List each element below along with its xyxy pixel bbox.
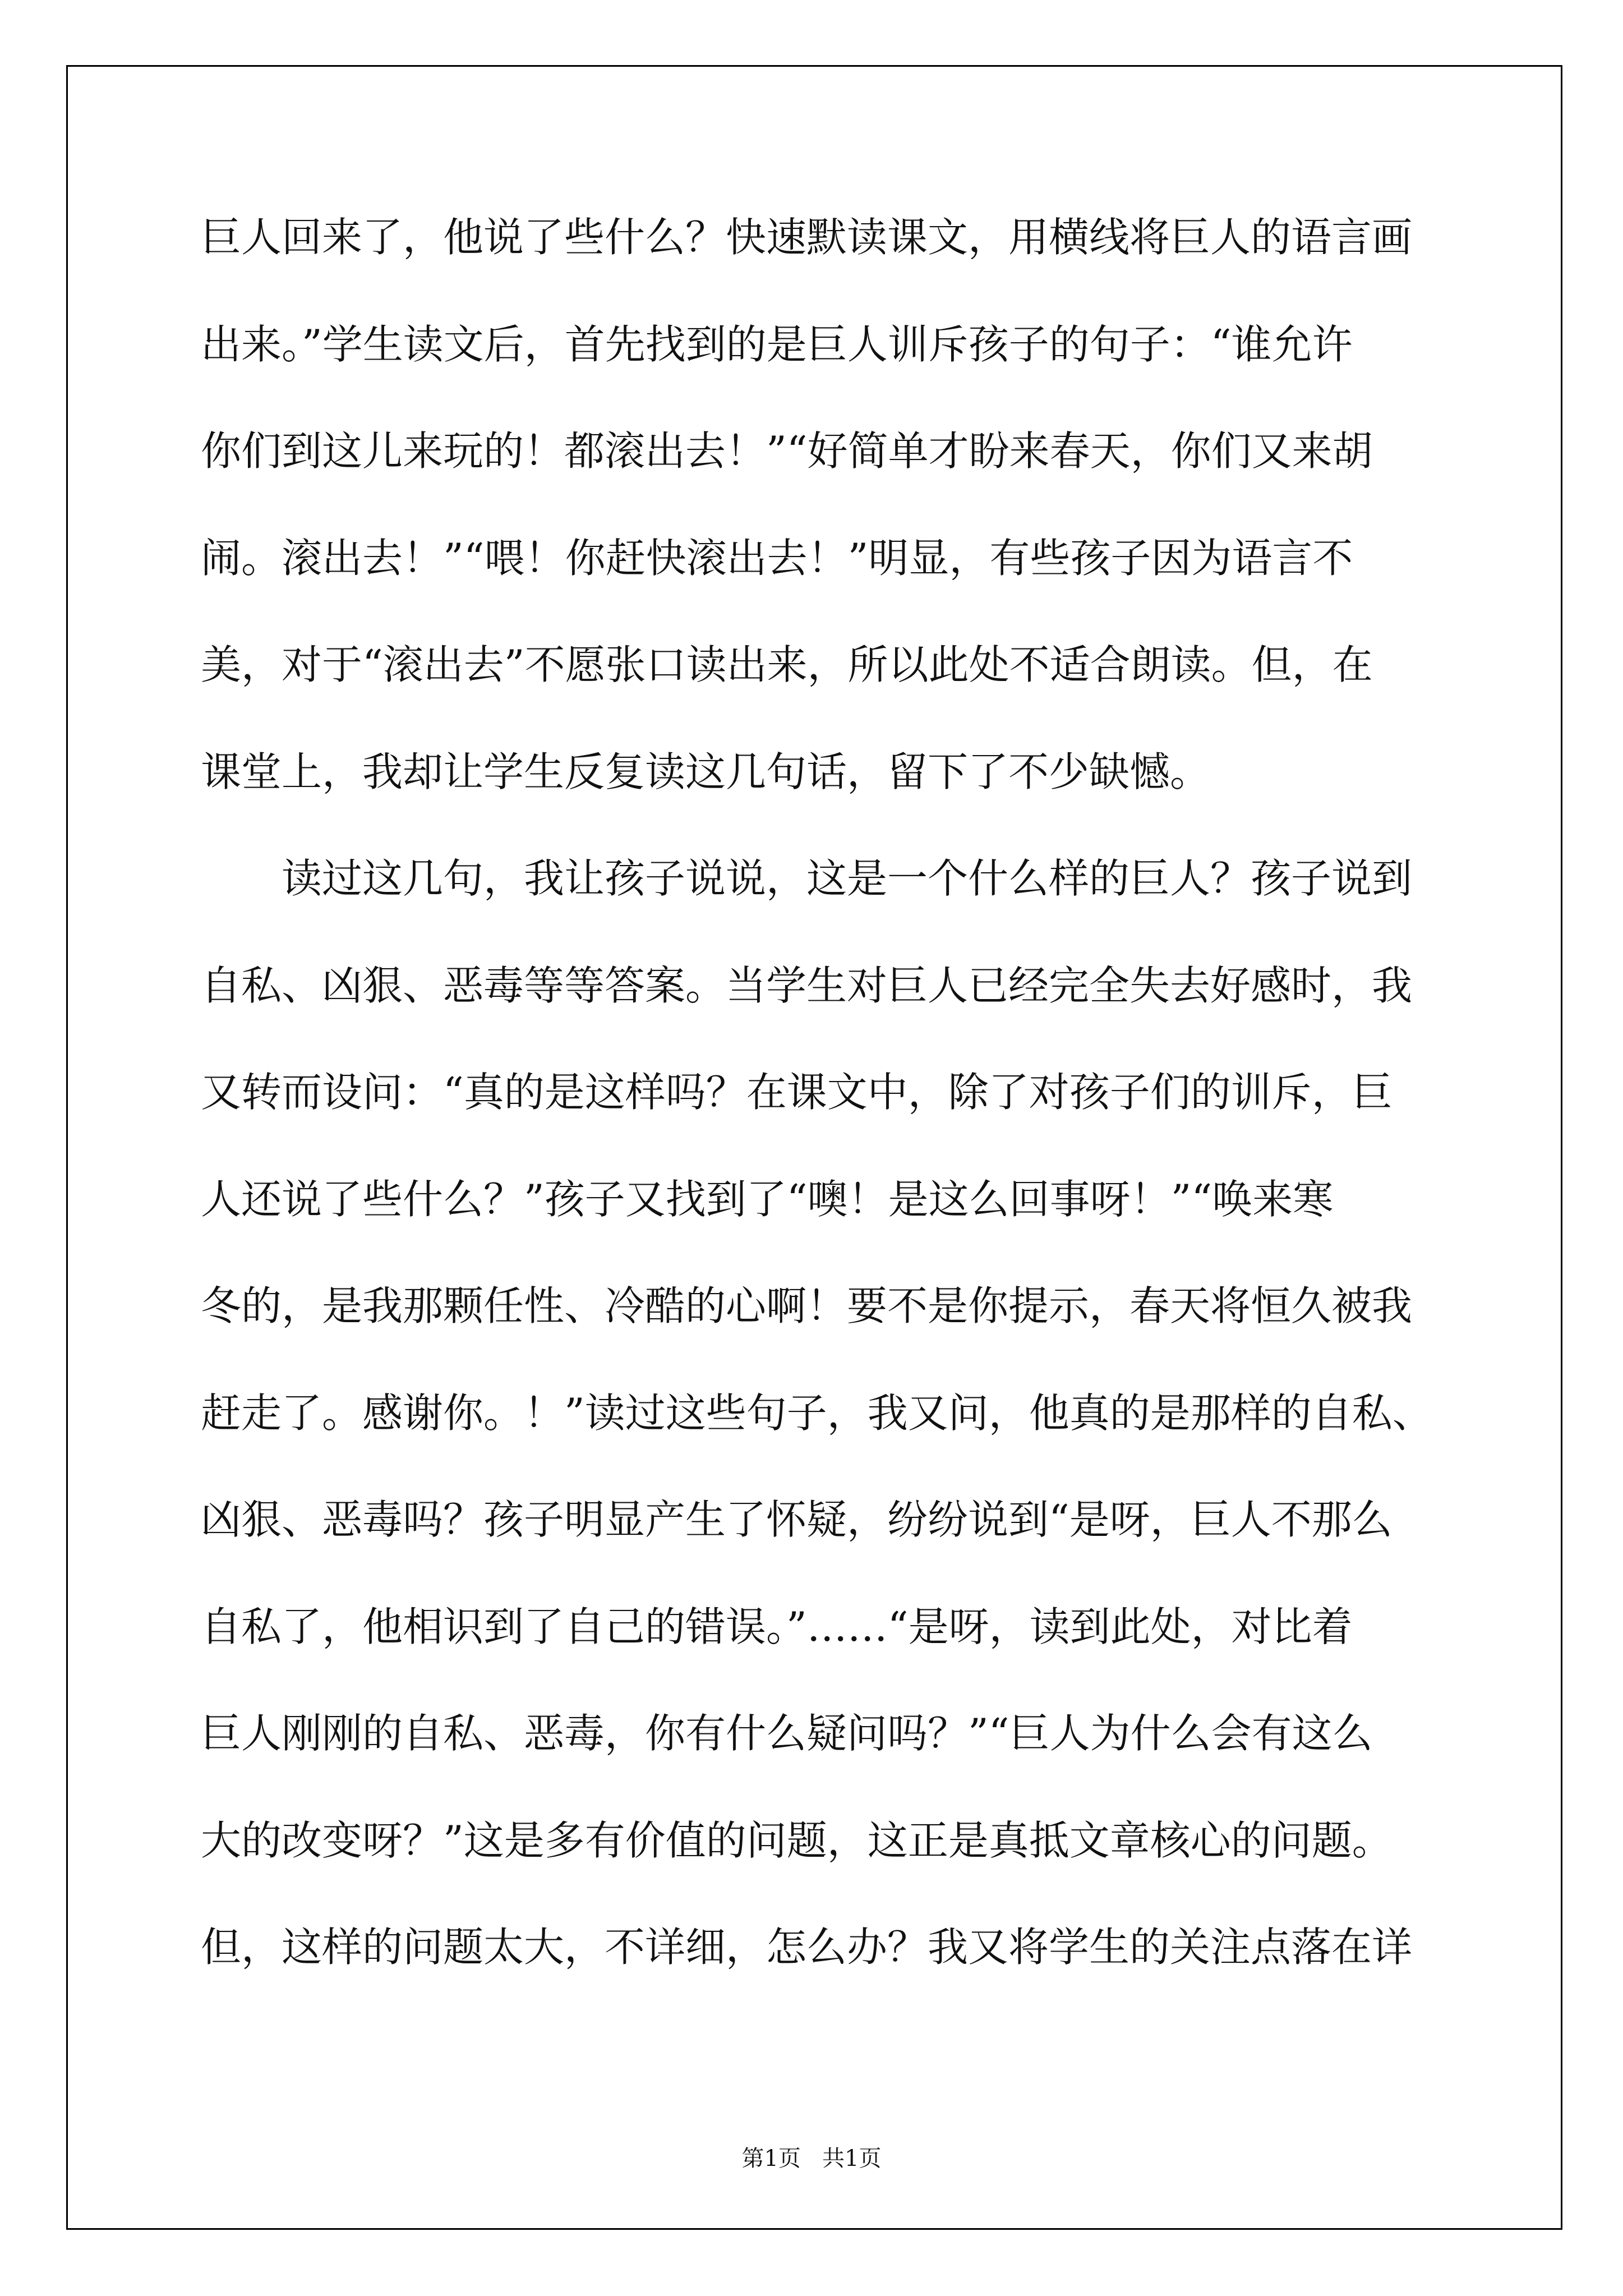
page-border [66,65,1562,2230]
text-line-8: 自私、凶狠、恶毒等等答案。当学生对巨人已经完全失去好感时，我 [201,962,1413,1009]
text-line-7: 读过这几句，我让孩子说说，这是一个什么样的巨人？孩子说到 [282,855,1413,902]
text-line-12: 赶走了。感谢你。！”读过这些句子，我又问，他真的是那样的自私、 [201,1389,1433,1437]
text-line-17: 但，这样的问题太大，不详细，怎么办？我又将学生的关注点落在详 [201,1924,1413,1971]
text-line-11: 冬的，是我那颗任性、冷酷的心啊！要不是你提示，春天将恒久被我 [201,1282,1413,1329]
text-line-13: 凶狠、恶毒吗？孩子明显产生了怀疑，纷纷说到“是呀，巨人不那么 [201,1496,1393,1543]
text-line-15: 巨人刚刚的自私、恶毒，你有什么疑问吗？”“巨人为什么会有这么 [201,1710,1373,1757]
text-line-16: 大的改变呀？”这是多有价值的问题，这正是真抵文章核心的问题。 [201,1817,1393,1864]
text-line-1: 巨人回来了，他说了些什么？快速默读课文，用横线将巨人的语言画 [201,214,1413,261]
page-number: 第1页 共1页 [741,2146,882,2171]
text-line-14: 自私了，他相识到了自己的错误。”……“是呀，读到此处，对比着 [201,1603,1353,1650]
text-line-3: 你们到这儿来玩的！都滚出去！”“好简单才盼来春天，你们又来胡 [201,427,1373,475]
text-line-6: 课堂上，我却让学生反复读这几句话，留下了不少缺憾。 [201,748,1211,795]
text-line-4: 闹。滚出去！”“喂！你赶快滚出去！”明显，有些孩子因为语言不 [201,535,1353,582]
text-line-2: 出来。”学生读文后，首先找到的是巨人训斥孩子的句子：“谁允许 [201,321,1353,368]
text-line-5: 美，对于“滚出去”不愿张口读出来，所以此处不适合朗读。但，在 [201,641,1373,688]
text-line-9: 又转而设问：“真的是这样吗？在课文中，除了对孩子们的训斥，巨 [201,1069,1393,1116]
text-line-10: 人还说了些什么？”孩子又找到了“噢！是这么回事呀！”“唤来寒 [201,1176,1334,1223]
